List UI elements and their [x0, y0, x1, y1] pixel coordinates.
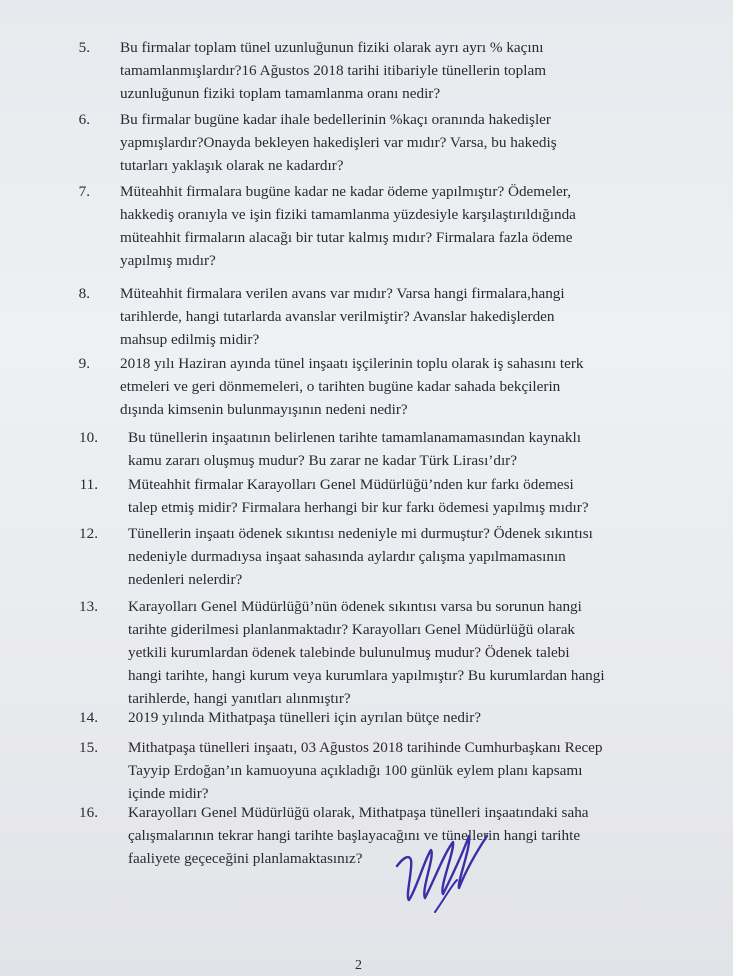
question-text	[120, 180, 680, 272]
question-text	[120, 36, 680, 105]
page-number: 2	[355, 958, 362, 973]
question-line: Bu firmalar toplam tünel uzunluğunun fiziki olarak ayrı ayrı % kaçını	[120, 39, 544, 56]
question-line: uzunluğunun fiziki toplam tamamlanma oranı nedir?	[120, 85, 441, 102]
question-text	[128, 426, 688, 472]
question-number: 15.	[79, 739, 98, 756]
question-number: 16.	[79, 804, 98, 821]
question-line: 2019 yılında Mithatpaşa tünelleri için ayrılan bütçe nedir?	[128, 709, 481, 726]
question-line: tarihte giderilmesi planlanmaktadır? Karayolları Genel Müdürlüğü olarak	[128, 621, 576, 638]
question-line: Bu firmalar bugüne kadar ihale bedellerinin %kaçı oranında hakedişler	[120, 111, 551, 128]
signature	[395, 828, 505, 918]
question-text	[128, 736, 688, 805]
question-line: nedeniyle durmadıysa inşaat sahasında aylardır çalışma yapılmamasının	[128, 548, 566, 565]
question-number: 7.	[78, 183, 90, 200]
question-line: faaliyete geçeceğini planlamaktasınız?	[128, 850, 363, 867]
question-number: 12.	[79, 525, 98, 542]
question-line: talep etmiş midir? Firmalara herhangi bir kur farkı ödemesi yapılmış mıdır?	[128, 499, 589, 516]
question-number: 5.	[78, 39, 90, 56]
question-line: nedenleri nelerdir?	[128, 571, 243, 588]
question-line: Müteahhit firmalar Karayolları Genel Müdürlüğü’nden kur farkı ödemesi	[128, 476, 574, 493]
question-line: hangi tarihte, hangi kurum veya kurumlara yapılmıştır? Bu kurumlardan hangi	[128, 667, 605, 684]
question-line: Mithatpaşa tünelleri inşaatı, 03 Ağustos 2018 tarihinde Cumhurbaşkanı Recep	[128, 739, 603, 756]
question-line: yetkili kurumlardan ödenek talebinde bulunulmuş mudur? Ödenek talebi	[128, 644, 570, 661]
question-line: Tayyip Erdoğan’ın kamuoyuna açıkladığı 100 günlük eylem planı kapsamı	[128, 762, 583, 779]
question-text	[128, 473, 688, 519]
question-line: mahsup edilmiş midir?	[120, 331, 260, 348]
question-number: 13.	[79, 598, 98, 615]
question-line: yapılmış mıdır?	[120, 252, 216, 269]
question-line: Müteahhit firmalara verilen avans var mıdır? Varsa hangi firmalara,hangi	[120, 285, 565, 302]
question-number: 6.	[78, 111, 90, 128]
question-text	[120, 352, 680, 421]
question-text	[120, 108, 680, 177]
question-line: tarihlerde, hangi tutarlarda avanslar verilmiştir? Avanslar hakedişlerden	[120, 308, 555, 325]
question-line: Bu tünellerin inşaatının belirlenen tarihte tamamlanamamasından kaynaklı	[128, 429, 581, 446]
question-line: yapmışlardır?Onayda bekleyen hakedişleri var mıdır? Varsa, bu hakediş	[120, 134, 557, 151]
question-text	[128, 706, 688, 729]
question-text	[128, 595, 688, 710]
question-line: dışında kimsenin bulunmayışının nedeni nedir?	[120, 401, 408, 418]
question-line: içinde midir?	[128, 785, 209, 802]
question-line: Müteahhit firmalara bugüne kadar ne kadar ödeme yapılmıştır? Ödemeler,	[120, 183, 572, 200]
question-number: 14.	[79, 709, 98, 726]
question-line: müteahhit firmaların alacağı bir tutar kalmış mıdır? Firmalara fazla ödeme	[120, 229, 573, 246]
question-text	[120, 282, 680, 351]
question-line: 2018 yılı Haziran ayında tünel inşaatı işçilerinin toplu olarak iş sahasını terk	[120, 355, 584, 372]
question-number: 9.	[78, 355, 90, 372]
question-number: 11.	[79, 476, 98, 493]
question-line: Karayolları Genel Müdürlüğü’nün ödenek sıkıntısı varsa bu sorunun hangi	[128, 598, 582, 615]
question-line: tarihlerde, hangi yanıtları alınmıştır?	[128, 690, 351, 707]
question-line: kamu zararı oluşmuş mudur? Bu zarar ne kadar Türk Lirası’dır?	[128, 452, 517, 469]
question-line: tutarları yaklaşık olarak ne kadardır?	[120, 157, 344, 174]
question-line: tamamlanmışlardır?16 Ağustos 2018 tarihi itibariyle tünellerin toplam	[120, 62, 547, 79]
question-line: Karayolları Genel Müdürlüğü olarak, Mithatpaşa tünelleri inşaatındaki saha	[128, 804, 589, 821]
question-line: Tünellerin inşaatı ödenek sıkıntısı nedeniyle mi durmuştur? Ödenek sıkıntısı	[128, 525, 593, 542]
question-line: etmeleri ve geri dönmemeleri, o tarihten bugüne kadar sahada bekçilerin	[120, 378, 561, 395]
question-line: hakkediş oranıyla ve işin fiziki tamamlanma yüzdesiyle karşılaştırıldığında	[120, 206, 576, 223]
question-text	[128, 522, 688, 591]
question-line: çalışmalarının tekrar hangi tarihte başlayacağını ve tünellerin hangi tarihte	[128, 827, 581, 844]
question-number: 8.	[78, 285, 90, 302]
question-number: 10.	[79, 429, 98, 446]
